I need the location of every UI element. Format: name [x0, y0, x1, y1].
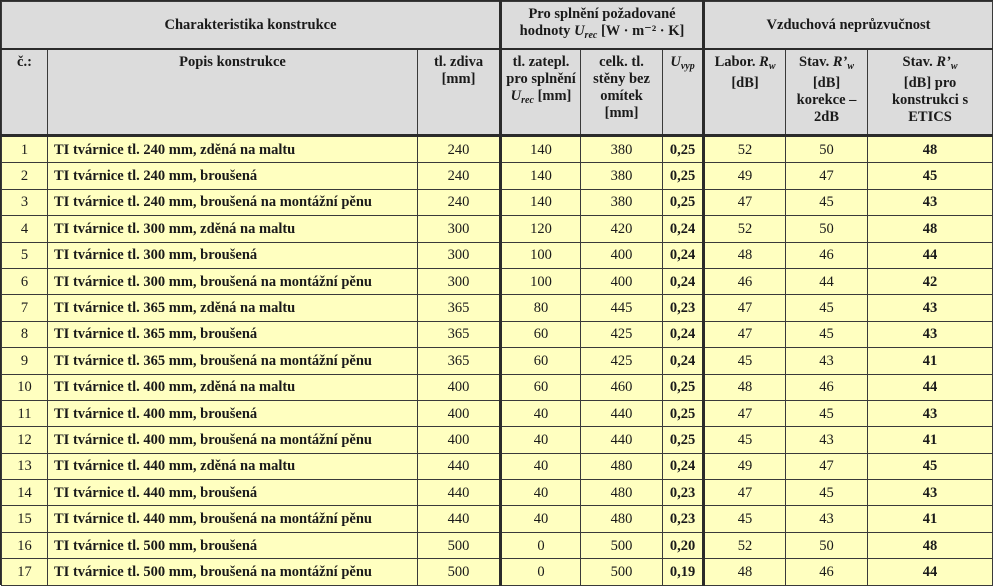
header-group-row: [2, 2, 993, 50]
table-row: [2, 427, 993, 453]
cell-uvyp: 0,25: [663, 163, 704, 189]
cell-site-rw: 47: [786, 453, 868, 479]
cell-lab-rw: 52: [704, 216, 786, 242]
cell-total-thickness: 425: [581, 348, 663, 374]
table-row: [2, 480, 993, 506]
cell-uvyp: 0,25: [663, 374, 704, 400]
cell-lab-rw: 52: [704, 532, 786, 558]
cell-site-rw: 45: [786, 480, 868, 506]
cell-site-rw-etics: 41: [868, 427, 993, 453]
cell-site-rw: 43: [786, 506, 868, 532]
table-row: [2, 268, 993, 294]
table-row: [2, 163, 993, 189]
col-header-number: č.:: [2, 49, 48, 136]
cell-uvyp: 0,24: [663, 321, 704, 347]
cell-total-thickness: 460: [581, 374, 663, 400]
cell-wall-thickness: 400: [418, 427, 501, 453]
cell-description: TI tvárnice tl. 400 mm, broušená: [48, 400, 418, 426]
cell-description: TI tvárnice tl. 400 mm, zděná na maltu: [48, 374, 418, 400]
cell-number: 6: [2, 268, 48, 294]
cell-uvyp: 0,25: [663, 427, 704, 453]
cell-description: TI tvárnice tl. 440 mm, broušená na montážní pěnu: [48, 506, 418, 532]
cell-site-rw: 43: [786, 427, 868, 453]
cell-site-rw-etics: 45: [868, 453, 993, 479]
lab-header-text: Labor.: [714, 54, 760, 70]
cell-lab-rw: 47: [704, 295, 786, 321]
cell-site-rw-etics: 43: [868, 480, 993, 506]
cell-wall-thickness: 365: [418, 321, 501, 347]
cell-site-rw: 50: [786, 216, 868, 242]
cell-insulation-thickness: 40: [501, 480, 581, 506]
col-header-description: Popis konstrukce: [48, 49, 418, 136]
cell-description: TI tvárnice tl. 300 mm, broušená: [48, 242, 418, 268]
etics-header-subscript: w: [950, 61, 958, 72]
cell-wall-thickness: 400: [418, 374, 501, 400]
cell-lab-rw: 48: [704, 374, 786, 400]
cell-total-thickness: 400: [581, 242, 663, 268]
cell-site-rw: 43: [786, 348, 868, 374]
cell-number: 16: [2, 532, 48, 558]
cell-insulation-thickness: 60: [501, 348, 581, 374]
cell-number: 2: [2, 163, 48, 189]
cell-number: 3: [2, 189, 48, 215]
cell-insulation-thickness: 140: [501, 189, 581, 215]
etics-header-text: Stav.: [902, 54, 937, 70]
cell-site-rw-etics: 44: [868, 242, 993, 268]
lab-header-subscript: w: [768, 61, 776, 72]
cell-number: 1: [2, 136, 48, 163]
cell-description: TI tvárnice tl. 240 mm, zděná na maltu: [48, 136, 418, 163]
etics-header-symbol: R’: [936, 54, 951, 70]
col-header-uvyp: [663, 49, 704, 136]
cell-site-rw-etics: 43: [868, 295, 993, 321]
cell-description: TI tvárnice tl. 365 mm, broušená na montážní pěnu: [48, 348, 418, 374]
cell-wall-thickness: 240: [418, 136, 501, 163]
cell-insulation-thickness: 100: [501, 242, 581, 268]
cell-insulation-thickness: 40: [501, 506, 581, 532]
cell-uvyp: 0,25: [663, 400, 704, 426]
table-row: [2, 321, 993, 347]
cell-lab-rw: 47: [704, 189, 786, 215]
cell-number: 4: [2, 216, 48, 242]
cell-wall-thickness: 365: [418, 348, 501, 374]
cell-site-rw: 44: [786, 268, 868, 294]
cell-site-rw-etics: 41: [868, 506, 993, 532]
cell-insulation-thickness: 140: [501, 136, 581, 163]
cell-total-thickness: 380: [581, 136, 663, 163]
cell-site-rw: 50: [786, 136, 868, 163]
cell-site-rw-etics: 48: [868, 532, 993, 558]
cell-site-rw-etics: 44: [868, 374, 993, 400]
cell-lab-rw: 46: [704, 268, 786, 294]
site-header-rest: [dB] korekce –2dB: [796, 75, 857, 125]
site-header-text: Stav.: [799, 54, 833, 70]
cell-insulation-thickness: 80: [501, 295, 581, 321]
cell-number: 13: [2, 453, 48, 479]
cell-insulation-thickness: 40: [501, 453, 581, 479]
table-row: [2, 242, 993, 268]
cell-site-rw: 50: [786, 532, 868, 558]
cell-uvyp: 0,20: [663, 532, 704, 558]
cell-uvyp: 0,24: [663, 216, 704, 242]
table-row: [2, 136, 993, 163]
col-header-lab-rw: [704, 49, 786, 136]
cell-site-rw-etics: 42: [868, 268, 993, 294]
cell-site-rw-etics: 43: [868, 189, 993, 215]
cell-total-thickness: 480: [581, 480, 663, 506]
table-row: [2, 532, 993, 558]
cell-number: 10: [2, 374, 48, 400]
cell-wall-thickness: 440: [418, 453, 501, 479]
cell-uvyp: 0,19: [663, 559, 704, 585]
col-header-site-rw: [786, 49, 868, 136]
cell-wall-thickness: 440: [418, 480, 501, 506]
cell-lab-rw: 49: [704, 163, 786, 189]
cell-uvyp: 0,25: [663, 189, 704, 215]
cell-site-rw-etics: 45: [868, 163, 993, 189]
lab-header-symbol: R: [759, 54, 769, 70]
cell-description: TI tvárnice tl. 365 mm, broušená: [48, 321, 418, 347]
cell-insulation-thickness: 60: [501, 321, 581, 347]
cell-wall-thickness: 440: [418, 506, 501, 532]
cell-lab-rw: 47: [704, 321, 786, 347]
cell-lab-rw: 47: [704, 480, 786, 506]
cell-wall-thickness: 300: [418, 268, 501, 294]
cell-uvyp: 0,23: [663, 506, 704, 532]
group-header-characteristics: Charakteristika konstrukce: [2, 2, 501, 50]
table-row: [2, 189, 993, 215]
cell-uvyp: 0,25: [663, 136, 704, 163]
group-header-urec: [501, 2, 704, 50]
table-row: [2, 216, 993, 242]
cell-uvyp: 0,23: [663, 295, 704, 321]
table-row: [2, 400, 993, 426]
cell-uvyp: 0,23: [663, 480, 704, 506]
cell-site-rw: 46: [786, 374, 868, 400]
col-header-site-rw-etics: [868, 49, 993, 136]
cell-description: TI tvárnice tl. 300 mm, zděná na maltu: [48, 216, 418, 242]
cell-description: TI tvárnice tl. 365 mm, zděná na maltu: [48, 295, 418, 321]
cell-total-thickness: 445: [581, 295, 663, 321]
cell-description: TI tvárnice tl. 400 mm, broušená na montážní pěnu: [48, 427, 418, 453]
cell-description: TI tvárnice tl. 440 mm, broušená: [48, 480, 418, 506]
etics-header-rest: [dB] pro konstrukci s ETICS: [891, 75, 969, 125]
cell-site-rw: 46: [786, 559, 868, 585]
table-row: [2, 348, 993, 374]
cell-site-rw: 45: [786, 295, 868, 321]
col-header-wall-thickness: tl. zdiva [mm]: [418, 49, 501, 136]
site-header-symbol: R’: [832, 54, 848, 70]
group-header-acoustic: Vzduchová neprůzvučnost: [704, 2, 993, 50]
cell-lab-rw: 45: [704, 506, 786, 532]
cell-description: TI tvárnice tl. 500 mm, broušená: [48, 532, 418, 558]
insulation-header-unit: [mm]: [533, 88, 572, 104]
cell-description: TI tvárnice tl. 440 mm, zděná na maltu: [48, 453, 418, 479]
cell-insulation-thickness: 40: [501, 400, 581, 426]
cell-total-thickness: 480: [581, 453, 663, 479]
group-header-urec-prefix: hodnoty: [519, 23, 575, 39]
cell-site-rw-etics: 44: [868, 559, 993, 585]
cell-insulation-thickness: 0: [501, 559, 581, 585]
cell-lab-rw: 49: [704, 453, 786, 479]
cell-site-rw-etics: 43: [868, 321, 993, 347]
site-header-subscript: w: [847, 61, 855, 72]
cell-number: 17: [2, 559, 48, 585]
cell-total-thickness: 440: [581, 400, 663, 426]
cell-description: TI tvárnice tl. 500 mm, broušená na montážní pěnu: [48, 559, 418, 585]
cell-wall-thickness: 365: [418, 295, 501, 321]
cell-insulation-thickness: 100: [501, 268, 581, 294]
cell-lab-rw: 48: [704, 559, 786, 585]
cell-total-thickness: 400: [581, 268, 663, 294]
cell-wall-thickness: 240: [418, 163, 501, 189]
cell-site-rw: 45: [786, 400, 868, 426]
cell-total-thickness: 380: [581, 163, 663, 189]
insulation-header-subscript: rec: [521, 95, 534, 106]
cell-total-thickness: 480: [581, 506, 663, 532]
urec-symbol: U: [574, 23, 585, 39]
cell-total-thickness: 420: [581, 216, 663, 242]
cell-insulation-thickness: 40: [501, 427, 581, 453]
cell-uvyp: 0,24: [663, 268, 704, 294]
cell-number: 14: [2, 480, 48, 506]
cell-number: 15: [2, 506, 48, 532]
cell-description: TI tvárnice tl. 240 mm, broušená: [48, 163, 418, 189]
cell-number: 12: [2, 427, 48, 453]
cell-total-thickness: 380: [581, 189, 663, 215]
cell-insulation-thickness: 60: [501, 374, 581, 400]
cell-total-thickness: 500: [581, 559, 663, 585]
urec-subscript: rec: [584, 30, 598, 41]
cell-insulation-thickness: 120: [501, 216, 581, 242]
cell-site-rw-etics: 48: [868, 216, 993, 242]
cell-lab-rw: 52: [704, 136, 786, 163]
cell-wall-thickness: 240: [418, 189, 501, 215]
cell-total-thickness: 500: [581, 532, 663, 558]
col-header-total-thickness: celk. tl. stěny bez omítek [mm]: [581, 49, 663, 136]
cell-description: TI tvárnice tl. 240 mm, broušená na montážní pěnu: [48, 189, 418, 215]
table-row: [2, 453, 993, 479]
cell-wall-thickness: 500: [418, 559, 501, 585]
cell-wall-thickness: 400: [418, 400, 501, 426]
cell-uvyp: 0,24: [663, 348, 704, 374]
cell-site-rw-etics: 48: [868, 136, 993, 163]
cell-insulation-thickness: 140: [501, 163, 581, 189]
group-header-urec-line1: Pro splnění požadované: [528, 6, 676, 22]
cell-description: TI tvárnice tl. 300 mm, broušená na montážní pěnu: [48, 268, 418, 294]
cell-number: 9: [2, 348, 48, 374]
table-row: [2, 374, 993, 400]
header-column-row: [2, 49, 993, 136]
cell-uvyp: 0,24: [663, 242, 704, 268]
cell-lab-rw: 47: [704, 400, 786, 426]
lab-header-unit: [dB]: [731, 75, 759, 91]
table-row: [2, 295, 993, 321]
construction-table: [1, 1, 993, 586]
uvyp-subscript: vyp: [680, 61, 695, 72]
urec-unit: [W · m⁻² · K]: [597, 23, 685, 39]
cell-uvyp: 0,24: [663, 453, 704, 479]
table-body: [2, 136, 993, 586]
cell-lab-rw: 45: [704, 427, 786, 453]
cell-wall-thickness: 300: [418, 216, 501, 242]
insulation-header-text: tl. zatepl. pro splnění: [506, 54, 576, 87]
cell-lab-rw: 45: [704, 348, 786, 374]
cell-total-thickness: 440: [581, 427, 663, 453]
cell-lab-rw: 48: [704, 242, 786, 268]
cell-number: 8: [2, 321, 48, 347]
cell-site-rw-etics: 43: [868, 400, 993, 426]
cell-number: 11: [2, 400, 48, 426]
insulation-header-symbol: U: [510, 88, 522, 104]
cell-number: 5: [2, 242, 48, 268]
cell-wall-thickness: 500: [418, 532, 501, 558]
table-row: [2, 559, 993, 585]
cell-insulation-thickness: 0: [501, 532, 581, 558]
table-row: [2, 506, 993, 532]
cell-total-thickness: 425: [581, 321, 663, 347]
cell-number: 7: [2, 295, 48, 321]
col-header-insulation-thickness: [501, 49, 581, 136]
cell-site-rw: 47: [786, 163, 868, 189]
cell-site-rw: 45: [786, 189, 868, 215]
cell-site-rw: 45: [786, 321, 868, 347]
cell-site-rw: 46: [786, 242, 868, 268]
uvyp-symbol: U: [670, 54, 681, 70]
cell-wall-thickness: 300: [418, 242, 501, 268]
cell-site-rw-etics: 41: [868, 348, 993, 374]
